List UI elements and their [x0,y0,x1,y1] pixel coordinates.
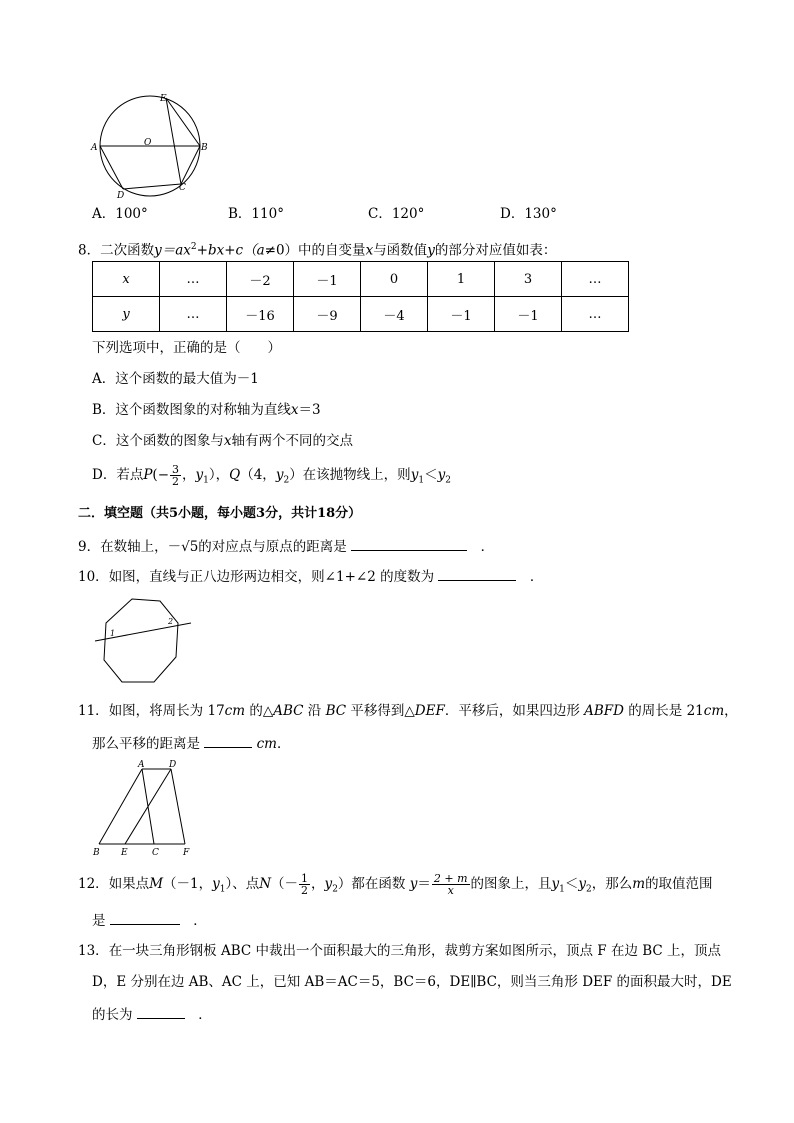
q12-line2: 是 ． [92,910,207,931]
q7-option-c: C．120° [368,206,425,222]
table-row-y: y … －16 －9 －4 －1 －1 … [93,297,629,332]
q13-line1: 13．在一块三角形钢板 ABC 中裁出一个面积最大的三角形，裁剪方案如图所示，顶点 F 在边 BC 上，顶点 [78,943,722,959]
label-d: D [117,191,125,200]
label-c: C [152,848,159,858]
angle-1-label: 1 [110,629,116,638]
q8-option-d: D．若点P(− $\frac{3}{2}$ ，$y_1$），Q（4，$y_2$）在该抛物线上，则$y_1<y_2$ [92,463,451,488]
label-d: D [169,760,177,770]
q10-blank[interactable] [438,566,516,581]
label-c: C [179,183,186,193]
q12-line1: 12．如果点M（－1，$y_1$）、点N（－ $\frac{1}{2}$ ，$y_2$）都在函数 y＝ $\frac{2 + m}{x}$ 的图象上，且$y_1<y_2$，那么m的取值范围 [78,872,713,897]
q8-stem: 8．二次函数$y=ax^2+bx+c(a\ne 0)$中的自变量x与函数值y的部分对应值如表： [78,242,557,259]
angle-2-label: 2 [168,617,174,626]
label-o: O [144,138,152,148]
q8-prompt: 下列选项中，正确的是（ ） [92,340,281,356]
q11-line2: 那么平移的距离是 cm． [92,733,290,754]
q8-option-b: B．这个函数图象的对称轴为直线x＝3 [92,402,321,418]
q8-value-table [92,261,629,332]
q12-blank[interactable] [110,910,180,925]
q8-option-a: A．这个函数的最大值为－1 [92,371,259,387]
q13-line2: D，E 分别在边 AB、AC 上，已知 AB＝AC＝5，BC＝6，DE∥BC，则当三角形 DEF 的面积最大时，DE [92,974,732,990]
q9: 9．在数轴上，－√5的对应点与原点的距离是 ． [78,536,494,557]
label-b: B [201,143,208,153]
q10: 10．如图，直线与正八边形两边相交，则∠1+∠2 的度数为 ． [78,566,543,587]
q7-option-a: A．100° [92,206,148,222]
label-e: E [160,94,167,104]
section-heading: 二．填空题（共5小题，每小题3分，共计18分） [78,506,362,521]
label-b: B [93,848,100,858]
label-f: F [183,848,190,858]
q8-option-c: C．这个函数的图象与x轴有两个不同的交点 [92,433,353,449]
q7-option-b: B．110° [228,206,284,222]
table-row-x: x … －2 －1 0 1 3 … [93,262,629,297]
q13-line3: 的长为 ． [92,1004,212,1025]
q10-octagon-figure [92,596,194,688]
label-a: A [91,143,98,153]
q9-blank[interactable] [351,536,467,551]
q11-line1: 11．如图，将周长为 17cm 的△ABC 沿 BC 平移得到△DEF．平移后，如果四边形 ABFD 的周长是 21cm， [78,703,738,719]
label-a: A [138,760,145,770]
q11-blank[interactable] [204,733,252,748]
q11-translation-figure [90,760,200,858]
q7-option-d: D．130° [500,206,557,222]
q13-blank[interactable] [137,1004,185,1019]
label-e: E [121,848,128,858]
q7-circle-figure [90,92,212,200]
